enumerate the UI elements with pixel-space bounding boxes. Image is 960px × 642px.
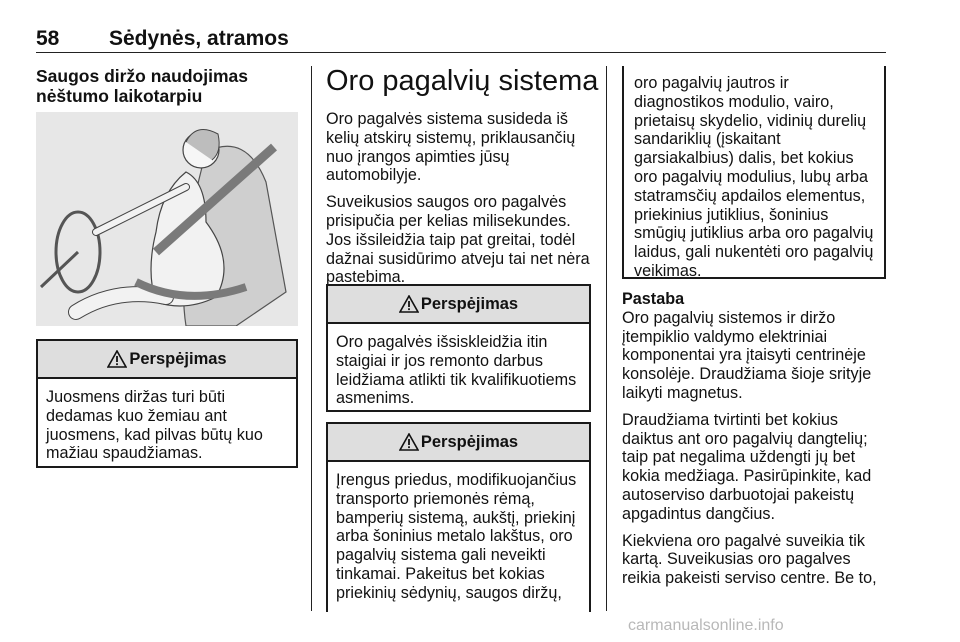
warning-header	[328, 424, 589, 462]
pregnant-driver-seatbelt-illustration	[36, 112, 298, 326]
seatbelt-illustration-drawing	[36, 112, 298, 326]
paragraph: Oro pagalvės sistema susideda iš kelių atskirų sistemų, priklausančių nuo įrangos apimties jūsų automobilyje.	[326, 110, 576, 185]
warning-title: Perspėjimas	[129, 349, 227, 368]
warning-header	[328, 286, 589, 324]
warning-text: Oro pagalvės išsiskleidžia itin staigiai ir jos remonto darbus leidžiama atlikti tik kvalifikuotiems asmenims.	[336, 333, 577, 408]
note-title: Pastaba	[622, 290, 685, 308]
note-text: Oro pagalvių sistemos ir diržo įtempiklio valdymo elektriniai komponentai yra įtaisyti centrinėje konsolėje. Draudžiama šioje srityje laikyti magnetus.	[622, 308, 872, 402]
chapter-title: Sėdynės, atramos	[109, 27, 289, 50]
warning-box-airbag-repair	[326, 284, 591, 412]
warning-box-continued: oro pagalvių jautros ir diagnostikos modulio, vairo, prietaisų skydelio, vidinių durelių sandariklių (įskaitant garsiakalbius) dalis, bet kokius oro pagalvių modulius, lubų arba statramsčių apdailos elementus, priekinius jutiklius, šoninius smūgių jutiklius arba oro pagalvių laidus, gali nukentėti oro pagalvių veikimas.	[622, 66, 886, 279]
warning-text: Juosmens diržas turi būti dedamas kuo žemiau ant juosmens, kad pilvas būtų kuo mažiau spaudžiamas.	[46, 388, 263, 463]
header-divider	[36, 52, 886, 53]
paragraph: Kiekviena oro pagalvė suveikia tik kartą. Suveikusias oro pagalves reikia pakeisti serviso centre. Be to,	[622, 531, 877, 588]
right-column-text	[622, 290, 888, 596]
warning-title: Perspėjimas	[420, 294, 519, 313]
warning-icon	[399, 295, 419, 313]
paragraph: Suveikusios saugos oro pagalvės prisipučia per kelias milisekundes. Jos išsileidžia taip pat greitai, todėl dažnai susidūrimo atveju tai net nėra pastebima.	[326, 193, 590, 287]
column-divider-right	[606, 66, 607, 611]
page-header	[36, 27, 886, 51]
warning-title: Perspėjimas	[420, 432, 519, 451]
middle-column-text	[326, 110, 594, 295]
warning-icon	[107, 350, 127, 368]
main-heading: Oro pagalvių sistema	[326, 65, 599, 97]
warning-text: Įrengus priedus, modifikuojančius transporto priemonės rėmą, bamperių sistemą, aukštį, priekinį arba šoninius metalo lakštus, oro pagalvių sistema gali neveikti tinkamai. Pakeitus bet kokias priekinių sėdynių, saugos diržų,	[336, 471, 577, 602]
page-number: 58	[36, 27, 60, 50]
warning-box-modifications	[326, 422, 591, 612]
watermark: carmanualsonline.info	[628, 617, 784, 634]
section-title: Saugos diržo naudojimas nėštumo laikotarpiu	[36, 66, 248, 106]
column-divider-left	[311, 66, 312, 611]
warning-header	[38, 341, 296, 379]
paragraph: Draudžiama tvirtinti bet kokius daiktus ant oro pagalvių dangtelių; taip pat negalima uždengti jų bet kokia medžiaga. Pasirūpinkite, kad autoserviso darbuotojai pakeistų apgadintus dangčius.	[622, 410, 872, 523]
warning-icon	[399, 433, 419, 451]
warning-box-seatbelt	[36, 339, 298, 468]
